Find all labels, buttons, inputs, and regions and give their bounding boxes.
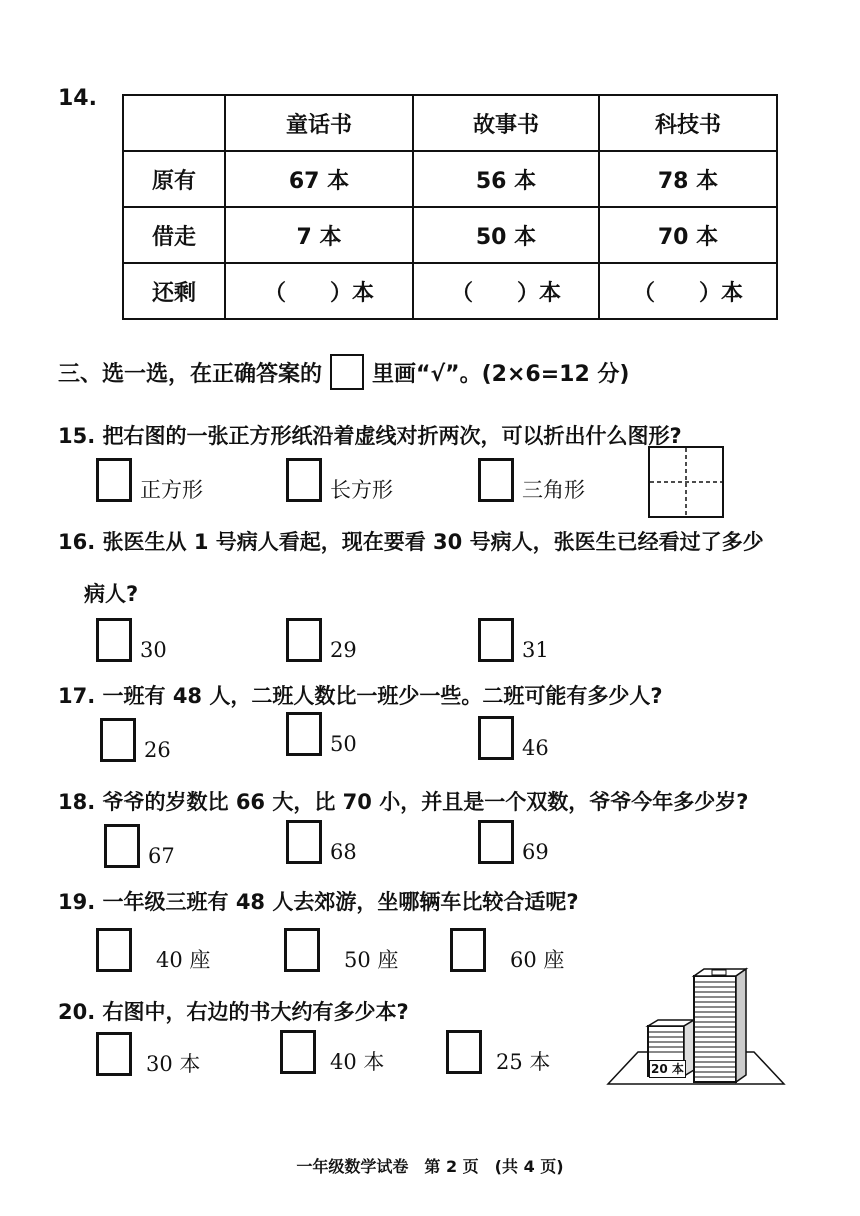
answer-checkbox[interactable]	[478, 618, 514, 662]
q20-option-a[interactable]	[96, 1032, 200, 1076]
option-label: 长方形	[330, 478, 393, 502]
option-label: 30 本	[146, 1052, 201, 1076]
answer-checkbox[interactable]	[478, 820, 514, 864]
q19-option-c[interactable]	[450, 928, 564, 972]
q15-option-c[interactable]	[478, 458, 585, 502]
question-16-text: 16. 张医生从 1 号病人看起，现在要看 30 号病人，张医生已经看过了多少	[58, 530, 764, 554]
option-label: 三角形	[522, 478, 585, 502]
page-footer: 一年级数学试卷 第 2 页 (共 4 页)	[296, 1157, 564, 1176]
option-label: 68	[330, 840, 357, 864]
cell-value: 56 本	[413, 151, 599, 207]
answer-blank-cell[interactable]: （ ）本	[599, 263, 777, 319]
option-label: 60 座	[510, 948, 565, 972]
books-table	[122, 94, 778, 320]
answer-blank-cell[interactable]: （ ）本	[225, 263, 413, 319]
answer-checkbox[interactable]	[284, 928, 320, 972]
q20-option-c[interactable]	[446, 1030, 550, 1074]
answer-checkbox[interactable]	[100, 718, 136, 762]
question-19-text: 19. 一年级三班有 48 人去郊游，坐哪辆车比较合适呢?	[58, 890, 579, 914]
answer-checkbox[interactable]	[286, 712, 322, 756]
answer-checkbox[interactable]	[96, 458, 132, 502]
option-label: 40 座	[156, 948, 211, 972]
question-14-number: 14.	[58, 86, 97, 111]
cell-value: 70 本	[599, 207, 777, 263]
section-3-prefix: 三、选一选，在正确答案的	[58, 361, 323, 387]
option-label: 29	[330, 638, 357, 662]
answer-checkbox[interactable]	[478, 716, 514, 760]
answer-checkbox[interactable]	[96, 1032, 132, 1076]
q17-option-a[interactable]	[100, 718, 171, 762]
checkbox-sample-icon	[330, 354, 364, 390]
question-17-text: 17. 一班有 48 人，二班人数比一班少一些。二班可能有多少人?	[58, 684, 663, 708]
book-stacks-drawing	[606, 966, 786, 1090]
header-fairy-tale-books: 童话书	[225, 95, 413, 151]
q20-option-b[interactable]	[280, 1030, 384, 1074]
table-corner-cell	[123, 95, 225, 151]
answer-checkbox[interactable]	[286, 458, 322, 502]
table-row	[123, 207, 777, 263]
q19-option-b[interactable]	[284, 928, 398, 972]
answer-checkbox[interactable]	[286, 820, 322, 864]
q18-option-a[interactable]	[104, 824, 175, 868]
q17-option-b[interactable]	[286, 712, 357, 756]
table-header-row	[123, 95, 777, 151]
row-label-remaining: 还剩	[123, 263, 225, 319]
row-label-original: 原有	[123, 151, 225, 207]
q16-option-b[interactable]	[286, 618, 357, 662]
q16-option-a[interactable]	[96, 618, 167, 662]
question-16-text-continued: 病人?	[84, 582, 139, 606]
option-label: 67	[148, 844, 175, 868]
answer-checkbox[interactable]	[286, 618, 322, 662]
folded-square-figure	[648, 446, 724, 518]
answer-checkbox[interactable]	[450, 928, 486, 972]
option-label: 30	[140, 638, 167, 662]
option-label: 26	[144, 738, 171, 762]
q15-option-a[interactable]	[96, 458, 203, 502]
header-story-books: 故事书	[413, 95, 599, 151]
answer-checkbox[interactable]	[280, 1030, 316, 1074]
q16-option-c[interactable]	[478, 618, 549, 662]
answer-checkbox[interactable]	[478, 458, 514, 502]
option-label: 31	[522, 638, 549, 662]
table-row	[123, 263, 777, 319]
cell-value: 78 本	[599, 151, 777, 207]
q18-option-b[interactable]	[286, 820, 357, 864]
cell-value: 7 本	[225, 207, 413, 263]
option-label: 46	[522, 736, 549, 760]
small-stack-label: 20 本	[649, 1060, 686, 1078]
answer-checkbox[interactable]	[96, 928, 132, 972]
question-18-text: 18. 爷爷的岁数比 66 大，比 70 小，并且是一个双数，爷爷今年多少岁?	[58, 790, 749, 814]
row-label-borrowed: 借走	[123, 207, 225, 263]
option-label: 25 本	[496, 1050, 551, 1074]
section-3-heading	[58, 354, 629, 390]
option-label: 正方形	[140, 478, 203, 502]
cell-value: 67 本	[225, 151, 413, 207]
table-row	[123, 151, 777, 207]
option-label: 69	[522, 840, 549, 864]
book-stacks-figure	[606, 966, 786, 1090]
option-label: 50	[330, 732, 357, 756]
cell-value: 50 本	[413, 207, 599, 263]
q17-option-c[interactable]	[478, 716, 549, 760]
answer-checkbox[interactable]	[96, 618, 132, 662]
header-science-books: 科技书	[599, 95, 777, 151]
answer-checkbox[interactable]	[446, 1030, 482, 1074]
q18-option-c[interactable]	[478, 820, 549, 864]
question-20-text: 20. 右图中，右边的书大约有多少本?	[58, 1000, 409, 1024]
option-label: 40 本	[330, 1050, 385, 1074]
q15-option-b[interactable]	[286, 458, 393, 502]
option-label: 50 座	[344, 948, 399, 972]
answer-blank-cell[interactable]: （ ）本	[413, 263, 599, 319]
question-15-text: 15. 把右图的一张正方形纸沿着虚线对折两次，可以折出什么图形?	[58, 424, 682, 448]
q19-option-a[interactable]	[96, 928, 210, 972]
answer-checkbox[interactable]	[104, 824, 140, 868]
section-3-suffix: 里画“√”。(2×6=12 分)	[372, 361, 630, 387]
